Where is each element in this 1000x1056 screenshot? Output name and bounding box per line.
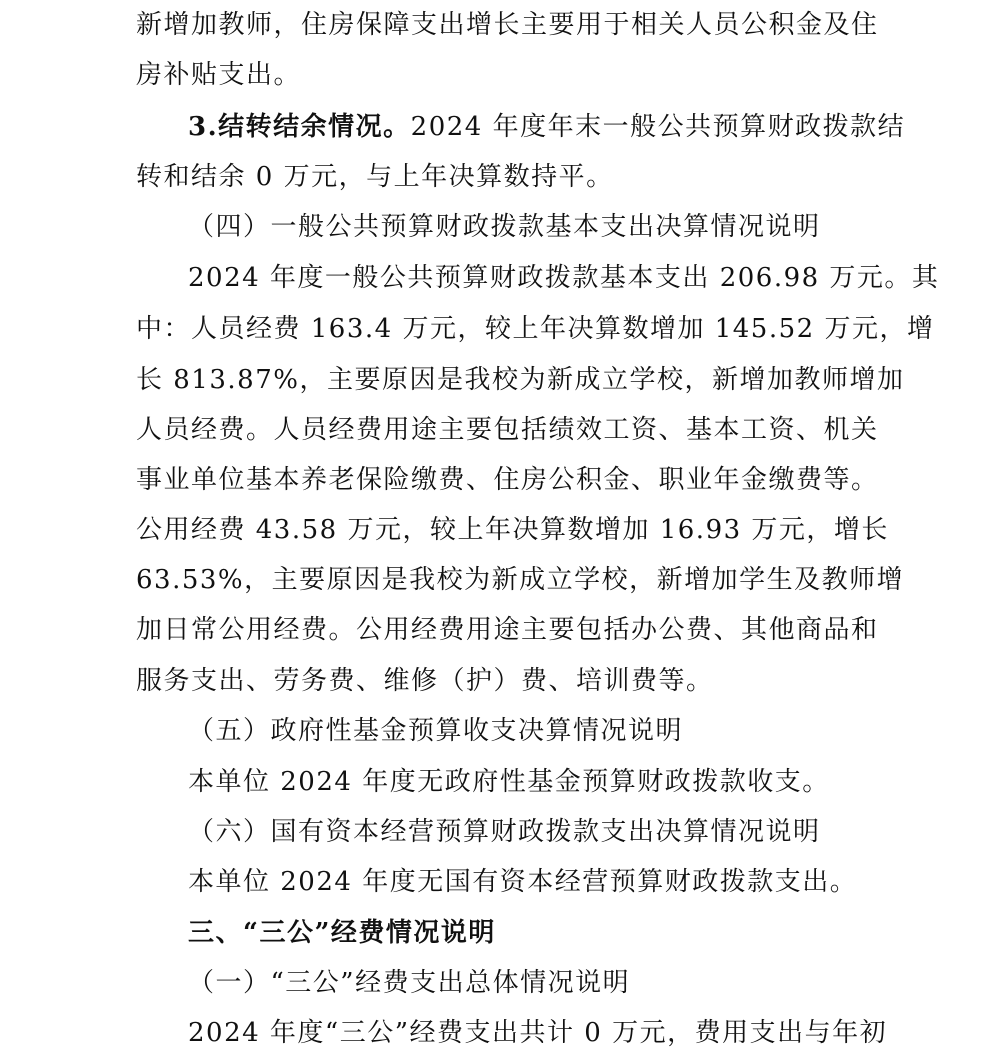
basic-expenditure-line-4: 人员经费。人员经费用途主要包括绩效工资、基本工资、机关 [136,415,879,445]
carryover-heading: 3.结转结余情况。 [188,112,411,142]
carryover-text: 2024 年度年末一般公共预算财政拨款结 [410,112,906,142]
state-capital-text: 本单位 2024 年度无国有资本经营预算财政拨款支出。 [188,867,858,897]
basic-expenditure-line-2: 中：人员经费 163.4 万元，较上年决算数增加 145.52 万元，增 [136,314,935,344]
basic-expenditure-line-6: 公用经费 43.58 万元，较上年决算数增加 16.93 万元，增长 [136,515,889,545]
carryover-paragraph-line-2: 转和结余 0 万元，与上年决算数持平。 [136,162,614,192]
subsection-heading-1: （一）“三公”经费支出总体情况说明 [188,968,631,998]
basic-expenditure-line-3: 长 813.87%，主要原因是我校为新成立学校，新增加教师增加 [136,365,905,395]
carryover-paragraph-line-1 [188,107,906,147]
government-fund-text: 本单位 2024 年度无政府性基金预算财政拨款收支。 [188,767,830,797]
section-heading-5: （五）政府性基金预算收支决算情况说明 [188,716,684,746]
basic-expenditure-line-8: 加日常公用经费。公用经费用途主要包括办公费、其他商品和 [136,615,879,645]
body-line-2: 房补贴支出。 [136,60,302,90]
basic-expenditure-line-1: 2024 年度一般公共预算财政拨款基本支出 206.98 万元。其 [188,263,940,293]
section-heading-6: （六）国有资本经营预算财政拨款支出决算情况说明 [188,817,821,847]
basic-expenditure-line-5: 事业单位基本养老保险缴费、住房公积金、职业年金缴费等。 [136,465,879,495]
basic-expenditure-line-7: 63.53%，主要原因是我校为新成立学校，新增加学生及教师增 [136,565,905,595]
three-public-expenses-line-1: 2024 年度“三公”经费支出共计 0 万元，费用支出与年初 [188,1018,888,1048]
section-heading-4: （四）一般公共预算财政拨款基本支出决算情况说明 [188,212,821,242]
chapter-heading-3: 三、“三公”经费情况说明 [188,918,496,948]
basic-expenditure-line-9: 服务支出、劳务费、维修（护）费、培训费等。 [136,666,714,696]
body-line-1: 新增加教师，住房保障支出增长主要用于相关人员公积金及住 [136,10,879,40]
